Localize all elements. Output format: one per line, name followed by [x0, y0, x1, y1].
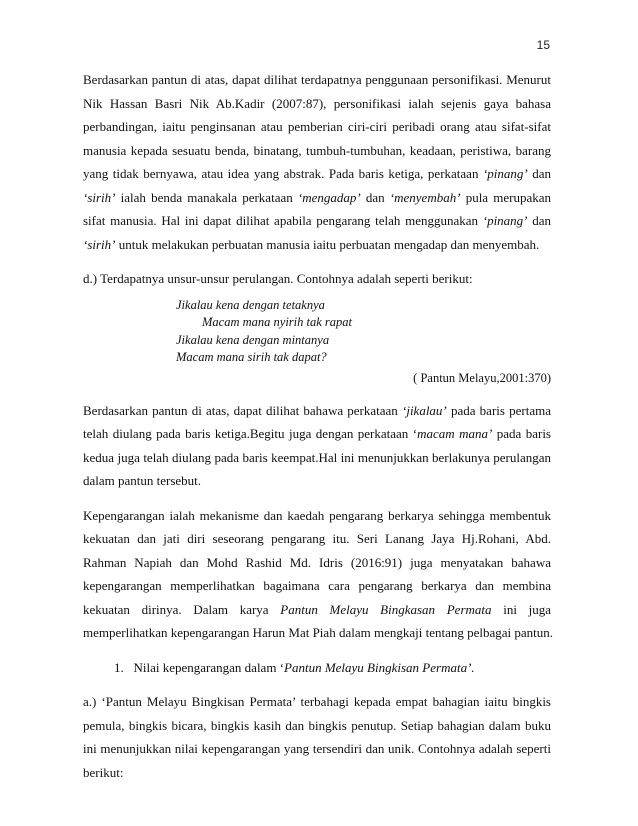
paragraph-personification: [83, 68, 551, 256]
text-line: perbandingan, iaitu penginsanan atau pemberian ciri-ciri peribadi orang atau sifat-sifat: [83, 119, 551, 134]
text-line: yang tidak bernyawa, atau idea yang abstrak. Pada baris ketiga, perkataan ‘pinang’ dan: [83, 166, 551, 181]
text-line: memperlihatkan kepengarangan Harun Mat Piah dalam mengkaji tentang pelbagai pantun.: [83, 625, 554, 640]
page-number: 15: [536, 38, 550, 52]
text-line: telah diulang pada baris ketiga.Begitu juga dengan perkataan ‘macam mana’ pada baris: [83, 426, 551, 441]
text-line: berikut:: [83, 764, 124, 780]
text-line: manusia kepada sesuatu benda, binatang, tumbuh-tumbuhan, keadaan, peristiwa, barang: [83, 142, 551, 158]
text-line: sifat manusia. Hal ini dapat dilihat apabila pengarang telah menggunakan ‘pinang’ dan: [83, 213, 551, 228]
text-line: Rahman Napiah dan Mohd Rashid Md. Idris (2016:91) juga menyatakan bahawa: [83, 554, 551, 570]
poem-line: Macam mana sirih tak dapat?: [176, 350, 327, 364]
poem-line: Jikalau kena dengan tetaknya: [176, 297, 325, 312]
body-text: [83, 68, 554, 784]
text-line: kekuatan dirinya. Dalam karya Pantun Melayu Bingkasan Permata ini juga: [83, 601, 551, 617]
text-line: ini menunjukkan nilai kepengarangan yang tersendiri dan unik. Contohnya adalah seperti: [83, 741, 551, 756]
poem-line: Macam mana nyirih tak rapat: [202, 315, 352, 329]
paragraph-bingkisan: [83, 690, 551, 784]
section-heading-1: 1. Nilai kepengarangan dalam ‘Pantun Melayu Bingkisan Permata’.: [114, 659, 475, 675]
text-line: pemula, bingkis bicara, bingkis kasih dan bingkis penutup. Setiap bahagian dalam buku: [83, 717, 551, 733]
citation: ( Pantun Melayu,2001:370): [413, 370, 551, 385]
text-line: kepengarangan memperlihatkan bagaimana cara pengarang berkarya dan membina: [83, 578, 551, 593]
paragraph-authorship: [83, 504, 554, 645]
text-line: kedua juga telah diulang pada baris keempat.Hal ini menunjukkan berlakunya perulangan: [83, 449, 551, 465]
paragraph-repetition: [83, 399, 551, 493]
text-line: Kepengarangan ialah mekanisme dan kaedah pengarang berkarya sehingga membentuk: [83, 507, 551, 523]
text-line: Nik Hassan Basri Nik Ab.Kadir (2007:87), personifikasi ialah sejenis gaya bahasa: [83, 95, 551, 111]
text-line: ‘sirih’ ialah benda manakala perkataan ‘mengadap’ dan ‘menyembah’ pula merupakan: [83, 189, 551, 205]
text-line: dalam pantun tersebut.: [83, 473, 202, 488]
text-line: kekuatan dan jati diri seseorang pengarang itu. Seri Lanang Jaya Hj.Rohani, Abd.: [83, 531, 551, 546]
list-item-d: d.) Terdapatnya unsur-unsur perulangan. Contohnya adalah seperti berikut:: [83, 271, 473, 286]
text-line: Berdasarkan pantun di atas, dapat dilihat bahawa perkataan ‘jikalau’ pada baris pertama: [83, 402, 551, 418]
text-line: ‘sirih’ untuk melakukan perbuatan manusia iaitu perbuatan mengadap dan menyembah.: [83, 236, 540, 252]
pantun-poem: [176, 297, 551, 367]
text-line: a.) ‘Pantun Melayu Bingkisan Permata’ terbahagi kepada empat bahagian iaitu bingkis: [83, 694, 551, 709]
poem-line: Jikalau kena dengan mintanya: [176, 332, 330, 347]
text-line: Berdasarkan pantun di atas, dapat dilihat terdapatnya penggunaan personifikasi. Menurut: [83, 72, 551, 87]
